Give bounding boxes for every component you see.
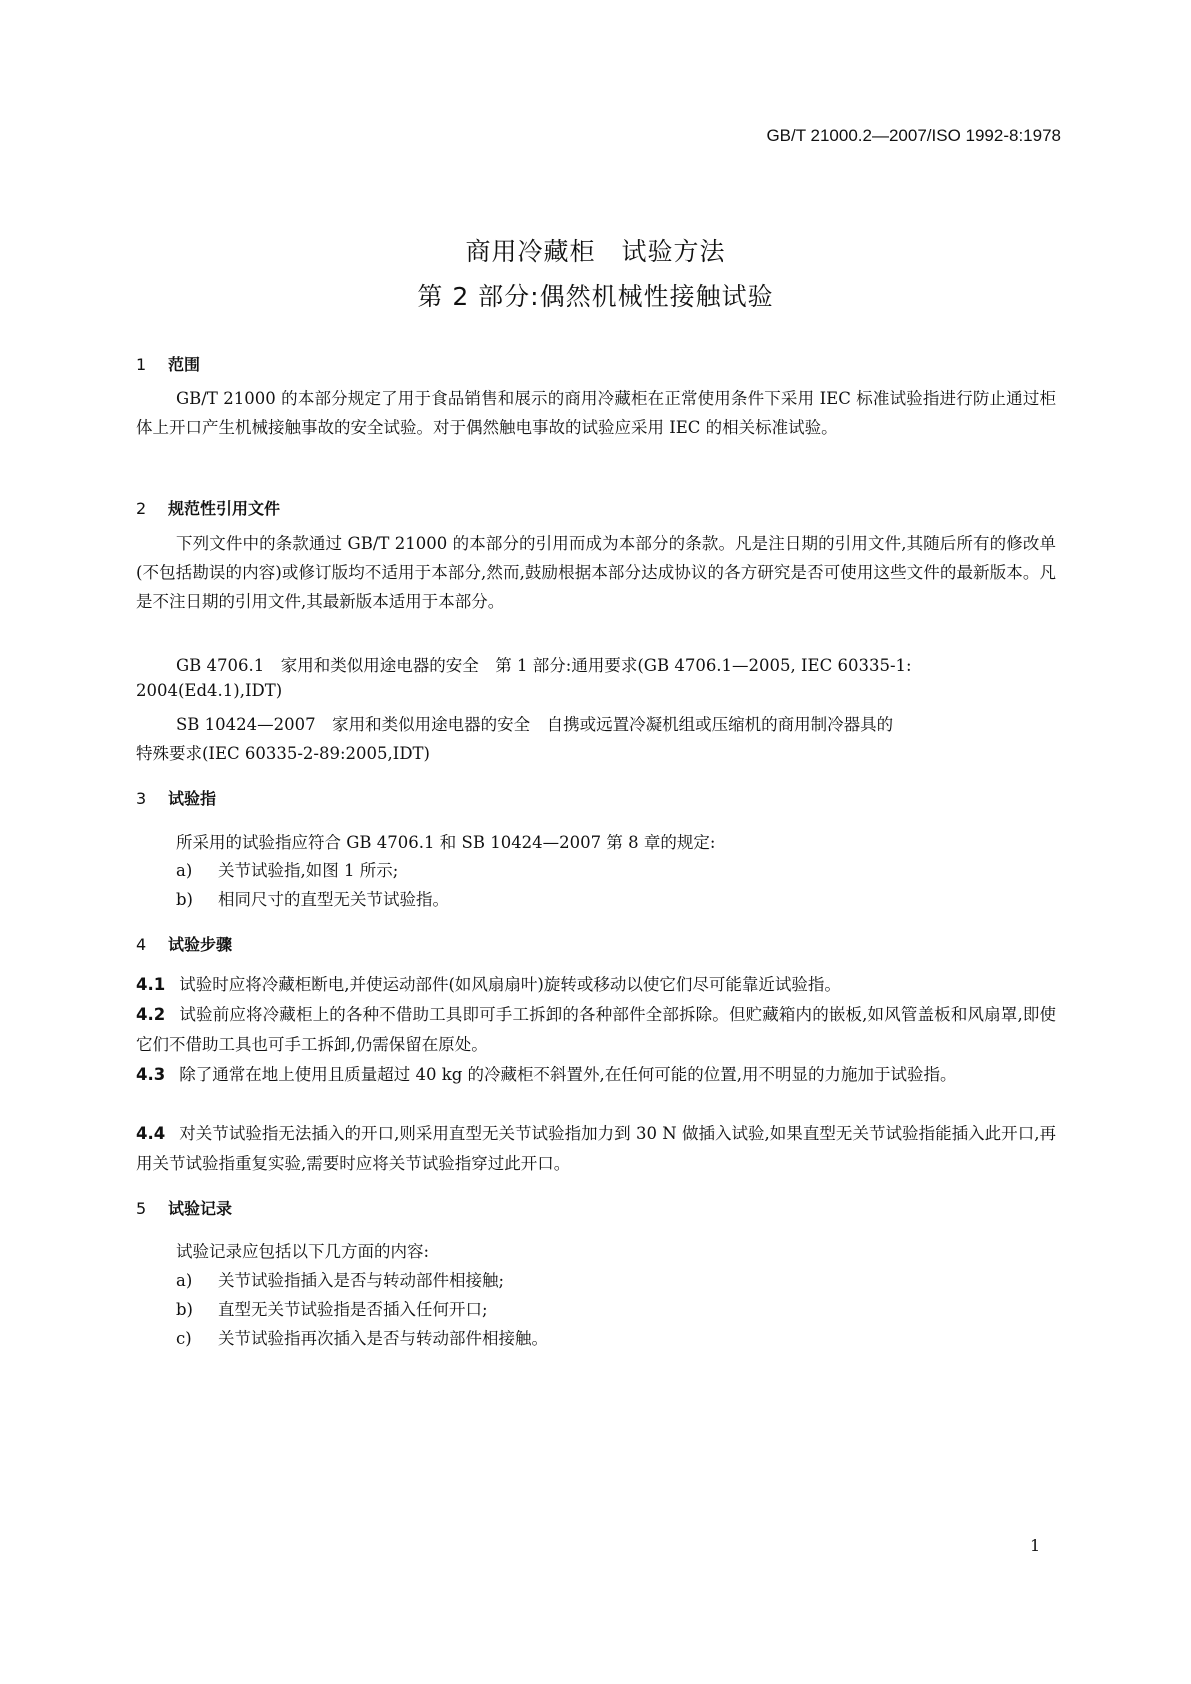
section-number: 2	[136, 499, 147, 518]
subclause-number: 4.1	[136, 975, 166, 994]
list-item	[176, 857, 398, 881]
section-heading-references	[136, 496, 280, 519]
page-number: 1	[1030, 1536, 1041, 1555]
section-number: 5	[136, 1199, 147, 1218]
list-item	[176, 1296, 488, 1320]
section-number: 3	[136, 789, 147, 808]
subclause	[136, 1000, 1056, 1060]
list-text: 直型无关节试验指是否插入任何开口;	[218, 1300, 488, 1319]
list-item	[176, 1325, 548, 1349]
section-number: 4	[136, 935, 147, 954]
subclause	[136, 1060, 1056, 1090]
section-intro: 试验记录应包括以下几方面的内容:	[176, 1242, 430, 1261]
section-title: 试验指	[168, 789, 217, 808]
reference-item-continued: 2004(Ed4.1),IDT)	[136, 681, 283, 700]
section-heading-test-finger	[136, 786, 216, 809]
subclause-number: 4.3	[136, 1065, 166, 1084]
section-heading-scope	[136, 352, 200, 375]
list-marker: a)	[176, 861, 193, 880]
subclause-text: 试验时应将冷藏柜断电,并使运动部件(如风扇扇叶)旋转或移动以使它们尽可能靠近试验指。	[179, 975, 841, 994]
list-item	[176, 1267, 504, 1291]
document-subtitle: 第 2 部分:偶然机械性接触试验	[417, 282, 774, 311]
document-title: 商用冷藏柜 试验方法	[465, 237, 726, 266]
subclause-text: 试验前应将冷藏柜上的各种不借助工具即可手工拆卸的各种部件全部拆除。但贮藏箱内的嵌板,如风管盖板和风扇罩,即使它们不借助工具也可手工拆卸,仍需保留在原处。	[136, 1005, 1056, 1054]
section-title: 试验记录	[168, 1199, 233, 1218]
section-heading-test-record	[136, 1196, 232, 1219]
section-intro: 所采用的试验指应符合 GB 4706.1 和 SB 10424—2007 第 8 章的规定:	[176, 833, 716, 852]
list-item	[176, 886, 449, 910]
list-text: 相同尺寸的直型无关节试验指。	[218, 890, 449, 909]
list-marker: a)	[176, 1271, 193, 1290]
standard-number: GB/T 21000.2—2007/ISO 1992-8:1978	[766, 126, 1061, 145]
reference-item: GB 4706.1 家用和类似用途电器的安全 第 1 部分:通用要求(GB 4706.1—2005, IEC 60335-1:	[176, 656, 912, 675]
section-heading-procedure	[136, 932, 232, 955]
section-paragraph: 下列文件中的条款通过 GB/T 21000 的本部分的引用而成为本部分的条款。凡是注日期的引用文件,其随后所有的修改单(不包括勘误的内容)或修订版均不适用于本部分,然而,鼓励根据本部分达成协议的各方研究是否可使用这些文件的最新版本。凡是不注日期的引用文件,其最新版本适用于本部分。	[136, 534, 1056, 611]
subclause	[136, 1119, 1056, 1179]
list-text: 关节试验指插入是否与转动部件相接触;	[218, 1271, 505, 1290]
section-title: 范围	[168, 355, 201, 374]
subclause-number: 4.4	[136, 1124, 166, 1143]
section-number: 1	[136, 355, 147, 374]
reference-item-continued: 特殊要求(IEC 60335-2-89:2005,IDT)	[136, 744, 430, 763]
section-paragraph: GB/T 21000 的本部分规定了用于食品销售和展示的商用冷藏柜在正常使用条件下采用 IEC 标准试验指进行防止通过柜体上开口产生机械接触事故的安全试验。对于偶然触电事故的试验应采用 IEC 的相关标准试验。	[136, 389, 1056, 437]
subclause-text: 除了通常在地上使用且质量超过 40 kg 的冷藏柜不斜置外,在任何可能的位置,用不明显的力施加于试验指。	[179, 1065, 957, 1084]
subclause-number: 4.2	[136, 1005, 166, 1024]
reference-item: SB 10424—2007 家用和类似用途电器的安全 自携或远置冷凝机组或压缩机的商用制冷器具的	[176, 715, 894, 734]
subclause-text: 对关节试验指无法插入的开口,则采用直型无关节试验指加力到 30 N 做插入试验,如果直型无关节试验指能插入此开口,再用关节试验指重复实验,需要时应将关节试验指穿过此开口。	[136, 1124, 1056, 1173]
subclause	[136, 970, 1056, 1000]
list-marker: b)	[176, 890, 193, 909]
list-marker: c)	[176, 1329, 192, 1348]
list-marker: b)	[176, 1300, 193, 1319]
list-text: 关节试验指,如图 1 所示;	[218, 861, 399, 880]
section-title: 试验步骤	[168, 935, 233, 954]
section-title: 规范性引用文件	[168, 499, 281, 518]
list-text: 关节试验指再次插入是否与转动部件相接触。	[218, 1329, 548, 1348]
